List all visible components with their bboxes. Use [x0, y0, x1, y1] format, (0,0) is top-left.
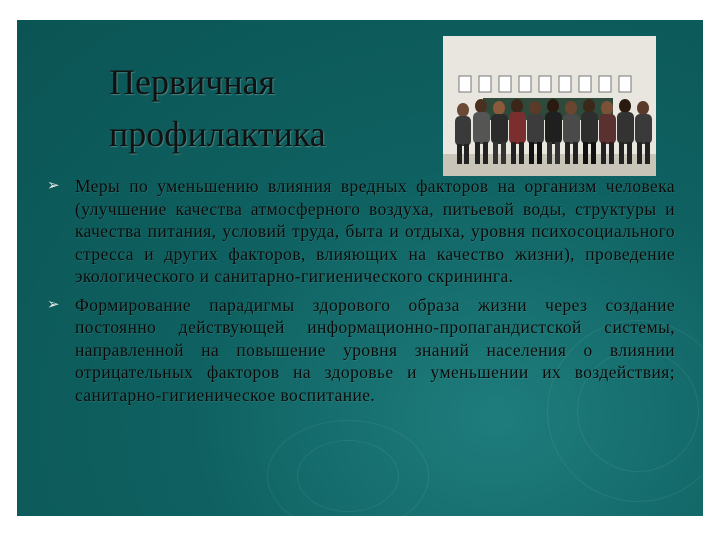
group-photo-image [443, 36, 656, 176]
arrowhead-bullet-icon: ➢ [47, 176, 60, 194]
bullet-text: Формирование парадигмы здорового образа жизни через создание постоянно действующей информационно-пропагандистской системы, направленной на повышение уровня знаний населения о влиянии отрицательных факторов на здоровье и уменьшении их воздействия; санитарно-гигиеническое воспитание. [75, 294, 675, 405]
bullet-item [45, 294, 675, 407]
bullet-item [45, 175, 675, 288]
bullet-list [45, 175, 675, 412]
group-photo [443, 36, 656, 176]
slide [17, 20, 703, 516]
arrowhead-bullet-icon: ➢ [47, 294, 60, 313]
decorative-ripple [297, 440, 399, 512]
slide-title: Первичная профилактика [109, 62, 326, 154]
bullet-text: Меры по уменьшению влияния вредных факторов на организм человека (улучшение качества атмосферного воздуха, питьевой воды, структуры и качества питания, условий труда, быта и отдыха, уровня психосоциального стресса и других факторов, влияющих на качество жизни), проведение экологического и санитарно-гигиенического скрининга. [75, 176, 675, 286]
